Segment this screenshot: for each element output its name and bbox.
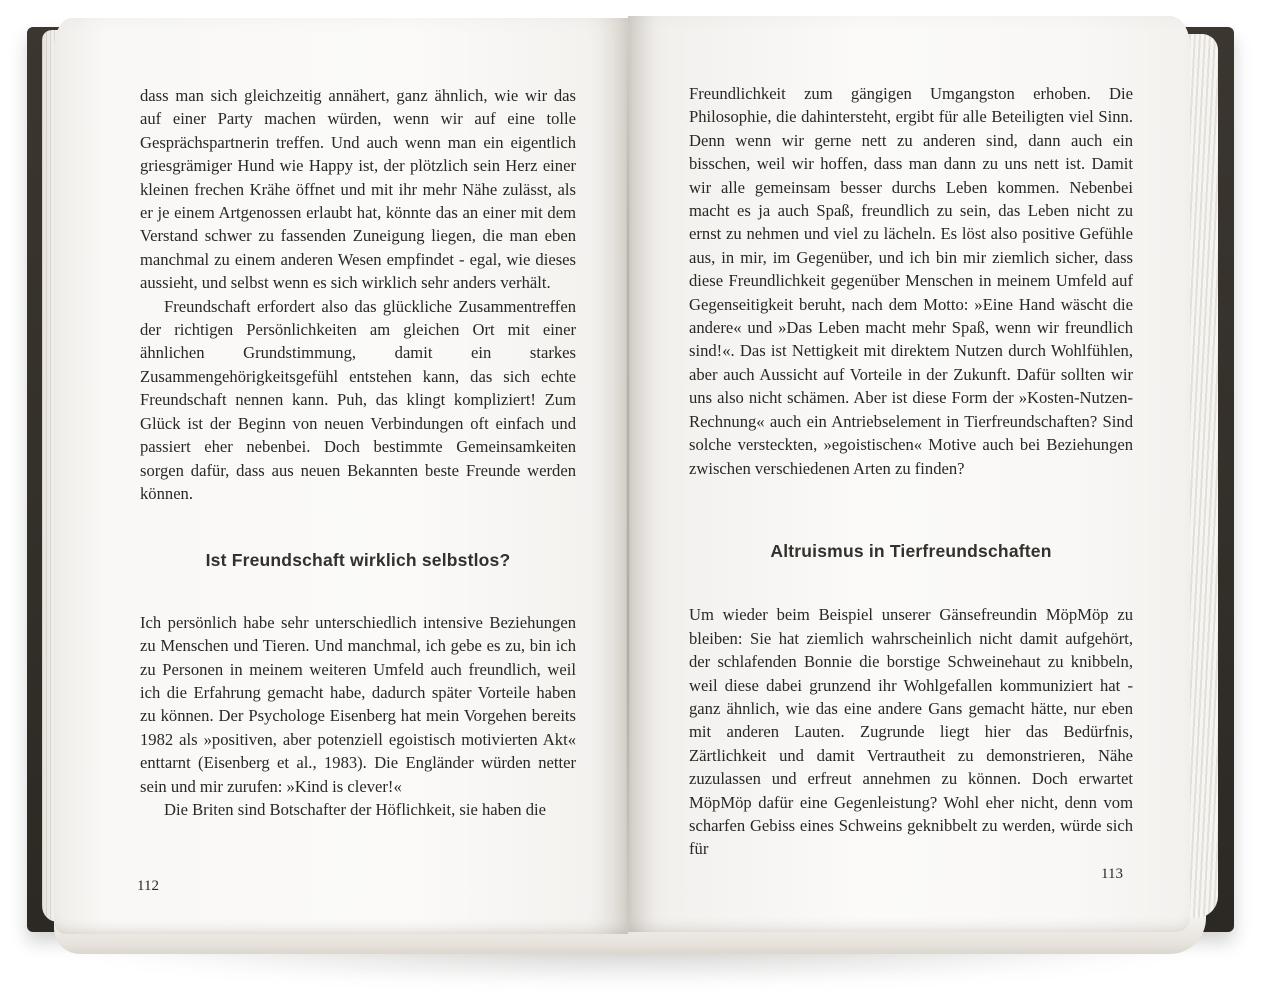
left-page-paragraph-2: Freundschaft erfordert also das glückliche Zusammentreffen der richtigen Persönlichkeiten am gleichen Ort mit einer ähnlichen Grundstimmung, damit ein starkes Zusammengehörigkeitsgefühl entstehen kann, das sich echte Freundschaft nennen kann. Puh, das klingt kompliziert! Zum Glück ist der Beginn von neuen Verbindungen oft einfach und passiert eher nebenbei. Doch bestimmte Gemeinsamkeiten sorgen dafür, dass aus neuen Bekannten beste Freunde werden können. [140,296,576,503]
right-page-text [689,82,1133,861]
left-page-paragraph-1: dass man sich gleichzeitig annähert, ganz ähnlich, wie wir das auf einer Party machen würden, wenn wir auf eine tolle Gesprächspartnerin treffen. Und auch wenn man ein eigentlich griesgrämiger Hund wie Happy ist, der plötzlich sein Herz einer kleinen frechen Krähe öffnet und mit ihr mehr Nähe zulässt, als er je einem Artgenossen erlaubt hat, könnte das an einer mit dem Verstand schwer zu fassenden Zuneigung liegen, die man eben manchmal zu einem anderen Wesen empfindet - egal, wie dieses aussieht, und selbst wenn es sich wirklich sehr anders verhält. [140,86,576,293]
left-page-section-heading: Ist Freundschaft wirklich selbstlos? [205,550,511,571]
right-page-number: 113 [1101,866,1123,882]
right-page-paragraph-2: Um wieder beim Beispiel unserer Gänsefreundin MöpMöp zu bleiben: Sie hat ziemlich wahrscheinlich nicht damit aufgehört, der schlafenden Bonnie die borstige Schweinehaut zu knibbeln, weil diese dabei grunzend ihr Wohlgefallen kommuniziert hat - ganz ähnlich, wie das eine andere Gans gemacht hätte, nur eben mit anderen Lauten. Zugrunde liegt hier das Bedürfnis, Zärtlichkeit und damit Vertrautheit zu demonstrieren, Nähe zuzulassen und erfreut annehmen zu können. Doch erwartet MöpMöp dafür eine Gegenleistung? Wohl eher nicht, denn vom scharfen Gebiss eines Schweins geknibbelt zu werden, würde sich für [689,605,1133,859]
left-page-paragraph-3: Ich persönlich habe sehr unterschiedlich intensive Beziehungen zu Menschen und Tieren. Und manchmal, ich gebe es zu, bin ich zu Personen in meinem weiteren Umfeld auch freundlich, weil ich die Erfahrung gemacht habe, dadurch später Vorteile haben zu können. Der Psychologe Eisenberg hat mein Vorgehen bereits 1982 als »positiven, aber potenziell egoistisch motivierten Akt« enttarnt (Eisenberg et al., 1983). Die Engländer würden netter sein und mir zurufen: »Kind is clever!« [140,612,576,796]
left-page-text [140,84,576,821]
left-page-paragraph-4: Die Briten sind Botschafter der Höflichkeit, sie haben die [164,799,547,819]
right-page-section-heading: Altruismus in Tierfreundschaften [770,540,1052,561]
book-gutter-seam [627,24,629,932]
right-page-paragraph-1: Freundlichkeit zum gängigen Umgangston erhoben. Die Philosophie, die dahintersteht, ergibt für alle Beteiligten viel Sinn. Denn wenn wir gerne nett zu anderen sind, dann auch ein bisschen, weil wir hoffen, dass man dann zu uns nett ist. Damit wir alle gemeinsam besser durchs Leben kommen. Nebenbei macht es ja auch Spaß, freundlich zu sein, das Leben nicht zu ernst zu nehmen und viel zu lächeln. Es löst also positive Gefühle aus, in mir, im Gegenüber, und ich bin mir ziemlich sicher, dass diese Freundlichkeit gegenüber Menschen in meinem Umfeld auf Gegenseitigkeit beruht, nach dem Motto: »Eine Hand wäscht die andere« und »Das Leben macht mehr Spaß, wenn wir freundlich sind!«. Das ist Nettigkeit mit direktem Nutzen durch Wohlfühlen, aber auch Aussicht auf Vorteile in der Zukunft. Dafür sollten wir uns also nicht schämen. Aber ist diese Form der »Kosten-Nutzen-Rechnung« auch ein Antriebselement in Tierfreundschaften? Sind solche versteckten, »egoistischen« Motive auch bei Beziehungen zwischen verschiedenen Arten zu finden? [689,84,1133,478]
left-page-number: 112 [137,878,159,894]
